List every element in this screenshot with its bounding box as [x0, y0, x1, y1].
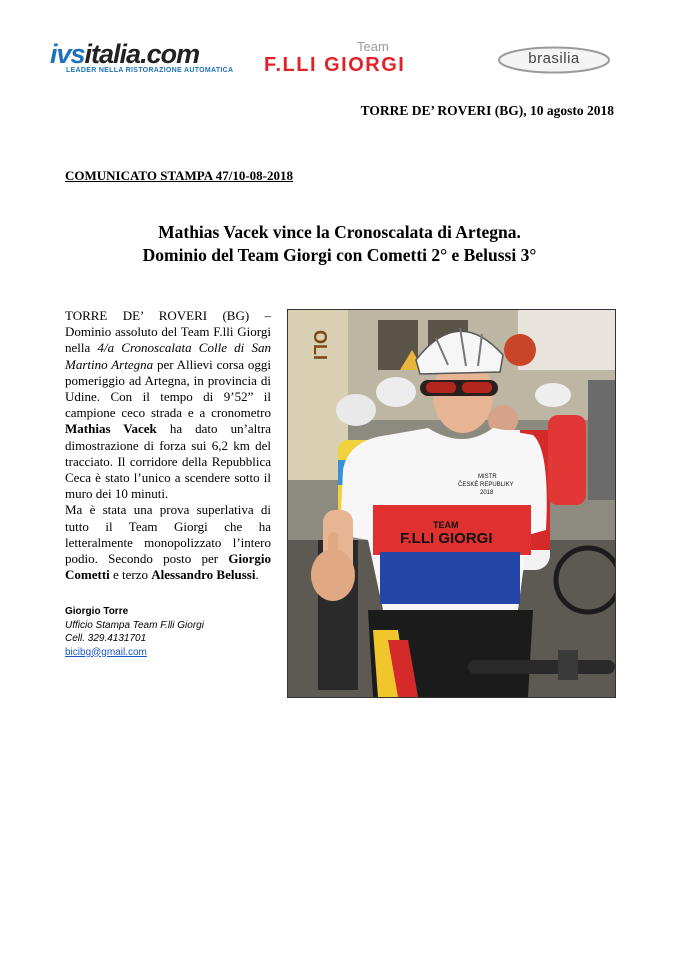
- brasilia-logo: brasilia: [497, 46, 611, 74]
- dateline: TORRE DE’ ROVERI (BG), 10 agosto 2018: [360, 103, 614, 118]
- jersey-name: F.LLI GIORGI: [400, 530, 493, 547]
- jersey-badge-2: ČESKÉ REPUBLIKY: [458, 482, 514, 488]
- headline-line-1: Mathias Vacek vince la Cronoscalata di Artegna.: [158, 222, 521, 242]
- third-place-name: Alessandro Belussi: [151, 567, 256, 583]
- jersey-team: TEAM: [433, 520, 459, 530]
- winner-name: Mathias Vacek: [65, 421, 157, 437]
- ivs-italia-logo: ivsitalia.com LEADER NELLA RISTORAZIONE AUTOMATICA: [50, 39, 234, 74]
- author-role: Ufficio Stampa Team F.lli Giorgi: [65, 619, 204, 631]
- signature: [65, 605, 204, 659]
- author-phone: Cell. 329.4131701: [65, 633, 147, 644]
- jersey-badge-3: 2018: [480, 490, 494, 496]
- headline: [0, 221, 679, 267]
- author-name: Giorgio Torre: [65, 606, 129, 617]
- second-place-name: Giorgio Cometti: [65, 551, 271, 583]
- headline-line-2: Dominio del Team Giorgi con Cometti 2° e Belussi 3°: [142, 245, 537, 265]
- bg-sign: OLI: [310, 330, 330, 360]
- photo-illustration: [288, 310, 615, 697]
- author-email-link[interactable]: bicibg@gmail.com: [65, 646, 147, 658]
- paragraph-1: TORRE DE’ ROVERI (BG) – Dominio assoluto del Team F.lli Giorgi nella 4/a Cronoscalata Colle di San Martino Artegna per Allievi corsa oggi pomeriggio ad Artegna, in provincia di Udine. Con il tempo di 9’52” il campione ceco strada e a cronometro Mathias Vacek ha dato un’altra dimostrazione di forza sui 6,2 km del tracciato. Il corridore della Repubblica Ceca è stato l’unico a scendere sotto il muro dei 10 minuti.: [65, 308, 271, 502]
- paragraph-2: Ma è stata una prova superlativa di tutto il Team Giorgi che ha letteralmente monopolizzato l’intero podio. Secondo posto per Giorgio Cometti e terzo Alessandro Belussi.: [65, 502, 271, 583]
- press-release-number: COMUNICATO STAMPA 47/10-08-2018: [65, 168, 293, 183]
- race-name: 4/a Cronoscalata Colle di San Martino Artegna: [65, 340, 271, 372]
- article-body: [65, 308, 271, 583]
- cyclist-photo: [287, 309, 616, 698]
- jersey-badge-1: MISTR: [478, 474, 497, 480]
- team-giorgi-logo: Team F.LLI GIORGI: [264, 39, 406, 76]
- ivs-tagline: LEADER NELLA RISTORAZIONE AUTOMATICA: [66, 67, 234, 74]
